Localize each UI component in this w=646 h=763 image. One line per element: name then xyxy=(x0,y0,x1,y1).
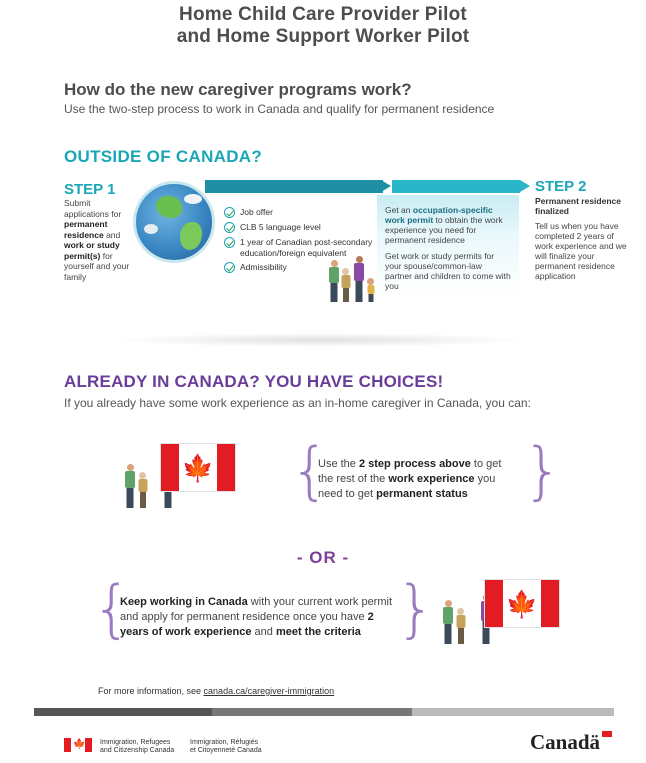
canada-flag-icon: 🍁 xyxy=(160,443,236,492)
work-permit-panel xyxy=(377,195,519,295)
title-line-2: and Home Support Worker Pilot xyxy=(176,26,470,47)
checkmark-icon xyxy=(224,222,235,233)
outside-canada-heading: OUTSIDE OF CANADA? xyxy=(64,147,263,166)
already-in-canada-heading: ALREADY IN CANADA? YOU HAVE CHOICES! xyxy=(64,372,444,391)
option1-text: Use the 2 step process above to get the rest of the work experience you need to get permanent status xyxy=(318,458,502,500)
step2-description: Tell us when you have completed 2 years of work experience and we will finalize your permanent residence application xyxy=(535,221,627,281)
left-brace-icon: { xyxy=(290,434,330,507)
footer-bar xyxy=(34,708,614,716)
intro-question: How do the new caregiver programs work? xyxy=(64,80,412,99)
department-name-english: Immigration, Refugees and Citizenship Canada xyxy=(100,739,175,754)
family-permit-text: Get work or study permits for your spouse/common-law partner and children to come with you xyxy=(385,251,511,291)
intro-subtitle: Use the two-step process to work in Canada and qualify for permanent residence xyxy=(64,102,495,116)
step2-label: STEP 2 xyxy=(535,178,587,195)
checkmark-icon xyxy=(224,237,235,248)
right-brace-icon: } xyxy=(396,572,436,645)
department-name-french: Immigration, Réfugiés et Citoyenneté Canada xyxy=(190,739,262,754)
arrow-head-icon xyxy=(520,180,530,192)
arrow-head-icon xyxy=(381,180,391,192)
step2-subtitle: Permanent residence finalized xyxy=(535,196,621,216)
or-separator: - OR - xyxy=(296,548,350,567)
process-arrow-2 xyxy=(392,180,520,193)
government-flag-icon: 🍁 xyxy=(64,738,92,752)
checklist-item: 1 year of Canadian post-secondary education/foreign equivalent xyxy=(224,237,374,258)
wordmark-flag-icon xyxy=(602,731,612,737)
step1-label: STEP 1 xyxy=(64,181,116,198)
already-in-canada-subtitle: If you already have some work experience as an in-home caregiver in Canada, you can: xyxy=(64,396,531,410)
globe-icon xyxy=(133,181,215,263)
option2-text: Keep working in Canada with your current work permit and apply for permanent residence once you have 2 years of work experience and meet the criteria xyxy=(120,596,393,638)
title-line-1: Home Child Care Provider Pilot xyxy=(179,4,467,25)
process-arrow-1 xyxy=(205,180,383,193)
permit-text: Get an occupation-specific work permit to obtain the work experience you need for permanent residence xyxy=(385,205,503,245)
checklist-item: Admissibility xyxy=(224,262,374,273)
canada-wordmark: Canadä xyxy=(530,730,601,754)
caregiver-immigration-link[interactable]: canada.ca/caregiver-immigration xyxy=(203,686,335,696)
page-title xyxy=(0,4,646,48)
section-divider xyxy=(110,333,530,347)
checklist-item: Job offer xyxy=(224,207,374,218)
right-brace-icon: } xyxy=(523,434,563,507)
canada-flag-icon: 🍁 xyxy=(484,579,560,628)
checklist-item: CLB 5 language level xyxy=(224,222,374,233)
family-illustration-icon xyxy=(328,252,376,302)
more-info: For more information, see canada.ca/caregiver-immigration xyxy=(98,686,335,696)
step1-description: Submit applications for permanent residence and work or study permit(s) for yourself and your family xyxy=(64,198,130,282)
checkmark-icon xyxy=(224,207,235,218)
checkmark-icon xyxy=(224,262,235,273)
left-brace-icon: { xyxy=(92,572,132,645)
